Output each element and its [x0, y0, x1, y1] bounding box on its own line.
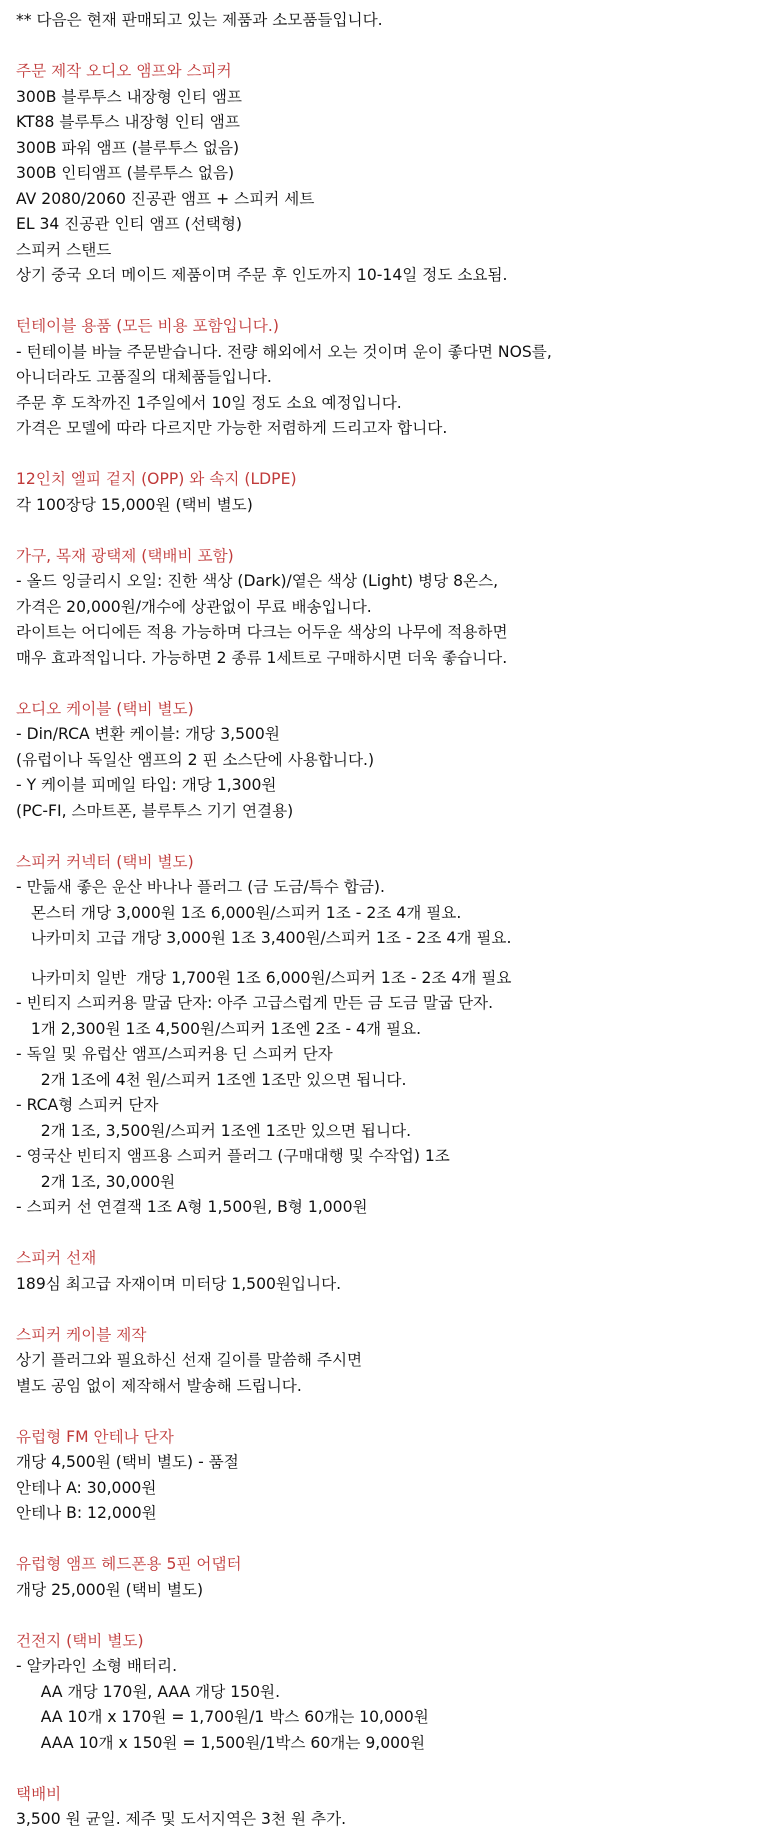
list-item: 가격은 20,000원/개수에 상관없이 무료 배송입니다. — [16, 597, 372, 616]
list-item: AV 2080/2060 진공관 앰프 + 스피커 세트 — [16, 189, 315, 208]
spacer — [16, 1221, 764, 1247]
section-heading: 택배비 — [16, 1784, 62, 1803]
list-item: KT88 블루투스 내장형 인티 앰프 — [16, 113, 240, 131]
list-item: - Din/RCA 변환 케이블: 개당 3,500원 — [16, 725, 280, 743]
section-heading: 가구, 목재 광택제 (택배비 포함) — [16, 546, 234, 565]
section-audio — [16, 59, 764, 289]
section-heading: 스피커 선재 — [16, 1249, 97, 1267]
list-item: EL 34 진공관 인티 앰프 (선택형) — [16, 215, 242, 233]
section-speaker-wire — [16, 1246, 764, 1297]
section-speaker-connector — [16, 850, 764, 1221]
section-sleeves — [16, 467, 764, 518]
spacer — [16, 952, 764, 966]
list-item: 189심 최고급 자재이며 미터당 1,500원입니다. — [16, 1274, 342, 1293]
spacer — [16, 518, 764, 544]
spacer — [16, 442, 764, 468]
list-item: 2개 1조, 30,000원 — [16, 1172, 176, 1191]
list-item: 나카미치 고급 개당 3,000원 1조 3,400원/스피커 1조 - 2조 4개 필요. — [16, 929, 512, 947]
section-heading: 유럽형 FM 안테나 단자 — [16, 1427, 174, 1446]
section-battery — [16, 1629, 764, 1757]
list-item: 가격은 모델에 따라 다르지만 가능한 저렴하게 드리고자 합니다. — [16, 419, 448, 437]
list-item: - 영국산 빈티지 앰프용 스피커 플러그 (구매대행 및 수작업) 1조 — [16, 1147, 450, 1165]
list-item: - 알카라인 소형 배터리. — [16, 1657, 178, 1675]
list-item: 주문 후 도착까진 1주일에서 10일 정도 소요 예정입니다. — [16, 393, 402, 412]
section-heading: 건전지 (택비 별도) — [16, 1631, 144, 1650]
list-item: 아니더라도 고품질의 대체품들입니다. — [16, 368, 272, 386]
section-audio-cable — [16, 697, 764, 825]
spacer — [16, 1756, 764, 1782]
list-item: 상기 플러그와 필요하신 선재 길이를 말씀해 주시면 — [16, 1351, 363, 1369]
section-heading: 12인치 엘피 겉지 (OPP) 와 속지 (LDPE) — [16, 470, 297, 488]
list-item: AA 개당 170원, AAA 개당 150원. — [16, 1682, 281, 1701]
list-item: - RCA형 스피커 단자 — [16, 1096, 159, 1114]
section-heading: 오디오 케이블 (택비 별도) — [16, 699, 194, 718]
list-item: 각 100장당 15,000원 (택비 별도) — [16, 495, 253, 514]
section-heading: 턴테이블 용품 (모든 비용 포함입니다.) — [16, 317, 279, 335]
list-item: 2개 1조에 4천 원/스피커 1조엔 1조만 있으면 됩니다. — [16, 1070, 407, 1089]
section-heading: 스피커 커넥터 (택비 별도) — [16, 852, 194, 871]
list-item: - 빈티지 스피커용 말굽 단자: 아주 고급스럽게 만든 금 도금 말굽 단자. — [16, 994, 494, 1012]
list-item: - 독일 및 유럽산 앰프/스피커용 딘 스피커 단자 — [16, 1045, 333, 1063]
list-item: AAA 10개 x 150원 = 1,500원/1박스 60개는 9,000원 — [16, 1733, 426, 1752]
section-shipping — [16, 1782, 764, 1833]
spacer — [16, 289, 764, 315]
list-item: 300B 블루투스 내장형 인티 앰프 — [16, 87, 242, 106]
list-item: 안테나 B: 12,000원 — [16, 1504, 157, 1522]
list-item: (유럽이나 독일산 앰프의 2 핀 소스단에 사용합니다.) — [16, 750, 375, 769]
list-item: 300B 인티앰프 (블루투스 없음) — [16, 164, 235, 182]
list-item: 3,500 원 균일. 제주 및 도서지역은 3천 원 추가. — [16, 1810, 347, 1828]
list-item: 상기 중국 오더 메이드 제품이며 주문 후 인도까지 10-14일 정도 소요됨. — [16, 266, 508, 284]
section-polish — [16, 544, 764, 672]
list-item: 안테나 A: 30,000원 — [16, 1478, 157, 1497]
spacer — [16, 824, 764, 850]
list-item: 라이트는 어디에든 적용 가능하며 다크는 어두운 색상의 나무에 적용하면 — [16, 623, 508, 641]
list-item: 별도 공임 없이 제작해서 발송해 드립니다. — [16, 1376, 302, 1395]
list-item: - Y 케이블 피메일 타입: 개당 1,300원 — [16, 776, 277, 794]
spacer — [16, 1527, 764, 1553]
list-item: AA 10개 x 170원 = 1,700원/1 박스 60개는 10,000원 — [16, 1708, 429, 1726]
spacer — [16, 34, 764, 60]
list-item: 매우 효과적입니다. 가능하면 2 종류 1세트로 구매하시면 더욱 좋습니다. — [16, 648, 508, 667]
list-item: - 턴테이블 바늘 주문받습니다. 전량 해외에서 오는 것이며 운이 좋다면 NOS를, — [16, 342, 552, 361]
list-item: 나카미치 일반 개당 1,700원 1조 6,000원/스피커 1조 - 2조 4개 필요 — [16, 968, 512, 987]
section-turntable — [16, 314, 764, 442]
list-item: 1개 2,300원 1조 4,500원/스피커 1조엔 2조 - 4개 필요. — [16, 1019, 422, 1038]
section-heading: 유럽형 앰프 헤드폰용 5핀 어댑터 — [16, 1555, 242, 1573]
section-cable-making — [16, 1323, 764, 1400]
section-fm-antenna — [16, 1425, 764, 1527]
spacer — [16, 671, 764, 697]
list-item: 몬스터 개당 3,000원 1조 6,000원/스피커 1조 - 2조 4개 필요. — [16, 903, 462, 922]
list-item: - 스피커 선 연결잭 1조 A형 1,500원, B형 1,000원 — [16, 1198, 368, 1216]
list-item: 2개 1조, 3,500원/스피커 1조엔 1조만 있으면 됩니다. — [16, 1121, 412, 1140]
list-item: - 만듦새 좋은 운산 바나나 플러그 (금 도금/특수 합금). — [16, 878, 385, 896]
list-item: 개당 25,000원 (택비 별도) — [16, 1580, 204, 1599]
section-heading: 주문 제작 오디오 앰프와 스피커 — [16, 62, 232, 80]
list-item: 스피커 스탠드 — [16, 240, 112, 259]
spacer — [16, 1399, 764, 1425]
spacer — [16, 1297, 764, 1323]
intro-text: ** 다음은 현재 판매되고 있는 제품과 소모품들입니다. — [16, 11, 383, 29]
section-headphone-adapter — [16, 1552, 764, 1603]
list-item: (PC-FI, 스마트폰, 블루투스 기기 연결용) — [16, 801, 294, 820]
list-item: 개당 4,500원 (택비 별도) - 품절 — [16, 1453, 239, 1471]
section-heading: 스피커 케이블 제작 — [16, 1325, 147, 1344]
spacer — [16, 1603, 764, 1629]
list-item: - 올드 잉글리시 오일: 진한 색상 (Dark)/옅은 색상 (Light) 병당 8온스, — [16, 572, 499, 590]
list-item: 300B 파워 앰프 (블루투스 없음) — [16, 138, 240, 157]
